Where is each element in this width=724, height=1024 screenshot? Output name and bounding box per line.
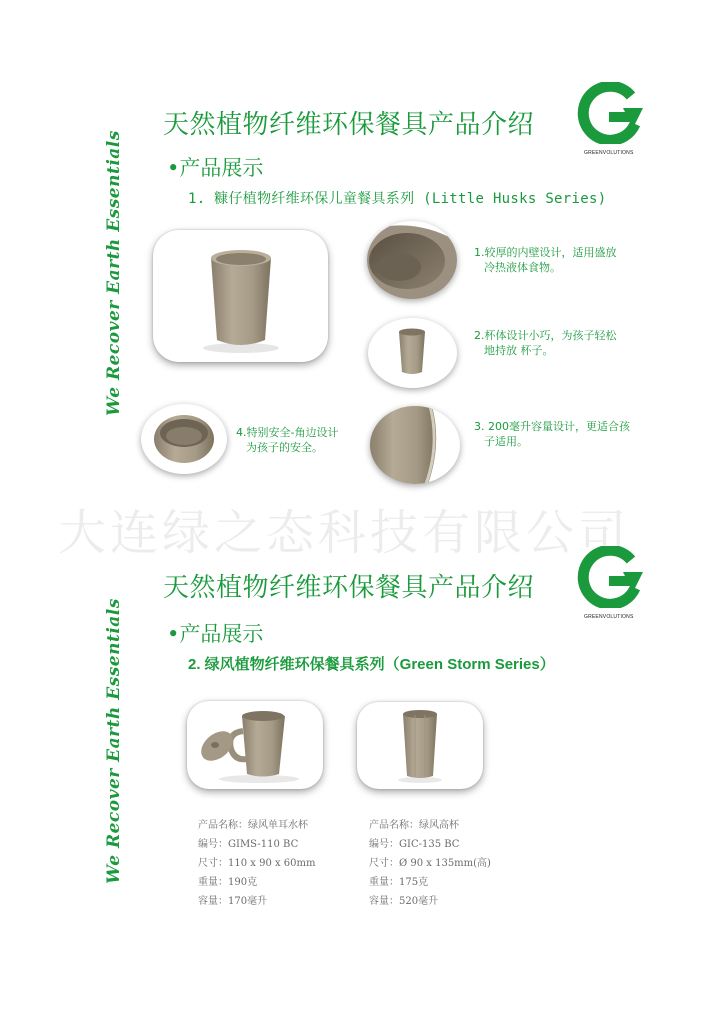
product-weight: 重量：175克 bbox=[369, 877, 429, 888]
product-name: 产品名称：绿风单耳水杯 bbox=[198, 820, 308, 831]
product-photo-tall-cup bbox=[357, 702, 483, 789]
series-heading-2: 2. 绿风植物纤维环保餐具系列（Green Storm Series） bbox=[188, 656, 555, 673]
cup-photo-main bbox=[153, 230, 328, 362]
company-watermark: 大连绿之态科技有限公司 bbox=[58, 505, 631, 561]
feature-3-line1: 3. 200毫升容量设计，更适合孩 bbox=[474, 420, 630, 433]
feature-2-line2: 地持放 杯子。 bbox=[484, 344, 554, 357]
feature-1-line1: 1.较厚的内壁设计，适用盛放 bbox=[474, 246, 617, 259]
slogan-vertical-2: We Recover Earth Essentials bbox=[104, 598, 124, 884]
page-title: 天然植物纤维环保餐具产品介绍 bbox=[163, 110, 535, 140]
tall-cup-image bbox=[357, 702, 483, 789]
product-name: 产品名称：绿风高杯 bbox=[369, 820, 459, 831]
feature-3 bbox=[474, 419, 630, 449]
product-capacity: 容量：170毫升 bbox=[198, 896, 268, 907]
greenvolutions-logo bbox=[577, 82, 645, 158]
product-photo-mug bbox=[187, 701, 323, 789]
product-code: 编号：GIMS-110 BC bbox=[198, 839, 299, 850]
section-subtitle: •产品展示 bbox=[167, 156, 264, 180]
feature-4 bbox=[236, 425, 338, 455]
logo-caption-2: GREENVOLUTIONS bbox=[584, 614, 634, 620]
kids-cup-image bbox=[153, 230, 328, 362]
greenvolutions-g-arrow-logo-icon bbox=[577, 82, 645, 144]
detail-photo-safe-edge bbox=[141, 404, 227, 474]
detail-photo-inner-wall bbox=[367, 221, 457, 299]
logo-caption: GREENVOLUTIONS bbox=[584, 150, 634, 156]
product-specs-mug bbox=[198, 816, 316, 911]
feature-3-line2: 子适用。 bbox=[484, 435, 528, 448]
section-subtitle-2: •产品展示 bbox=[167, 622, 264, 646]
single-handle-mug-image bbox=[187, 701, 323, 789]
detail-photo-small-cup bbox=[368, 318, 457, 388]
slogan-vertical: We Recover Earth Essentials bbox=[104, 130, 124, 416]
feature-1-line2: 冷热液体食物。 bbox=[484, 261, 561, 274]
product-capacity: 容量：520毫升 bbox=[369, 896, 439, 907]
feature-4-line1: 4.特别安全-角边设计 bbox=[236, 426, 339, 439]
cup-rim-closeup-image bbox=[370, 406, 460, 484]
small-cup-image bbox=[368, 318, 457, 388]
cup-inner-wall-image bbox=[367, 221, 457, 299]
series-heading: 1. 糠仔植物纤维环保儿童餐具系列 (Little Husks Series) bbox=[188, 191, 607, 207]
feature-4-line2: 为孩子的安全。 bbox=[246, 441, 323, 454]
feature-2 bbox=[474, 328, 617, 358]
greenvolutions-g-arrow-logo-icon bbox=[577, 546, 645, 608]
feature-1 bbox=[474, 245, 617, 275]
product-size: 尺寸：Ø 90 x 135mm(高) bbox=[369, 858, 491, 869]
product-size: 尺寸：110 x 90 x 60mm bbox=[198, 858, 316, 869]
greenvolutions-logo-2 bbox=[577, 546, 645, 622]
feature-2-line1: 2.杯体设计小巧，为孩子轻松 bbox=[474, 329, 617, 342]
product-weight: 重量：190克 bbox=[198, 877, 258, 888]
product-code: 编号：GIC-135 BC bbox=[369, 839, 460, 850]
cup-top-view-image bbox=[141, 404, 227, 474]
detail-photo-rim bbox=[370, 406, 460, 484]
product-specs-tall-cup bbox=[369, 816, 491, 911]
page-title-2: 天然植物纤维环保餐具产品介绍 bbox=[163, 573, 535, 603]
